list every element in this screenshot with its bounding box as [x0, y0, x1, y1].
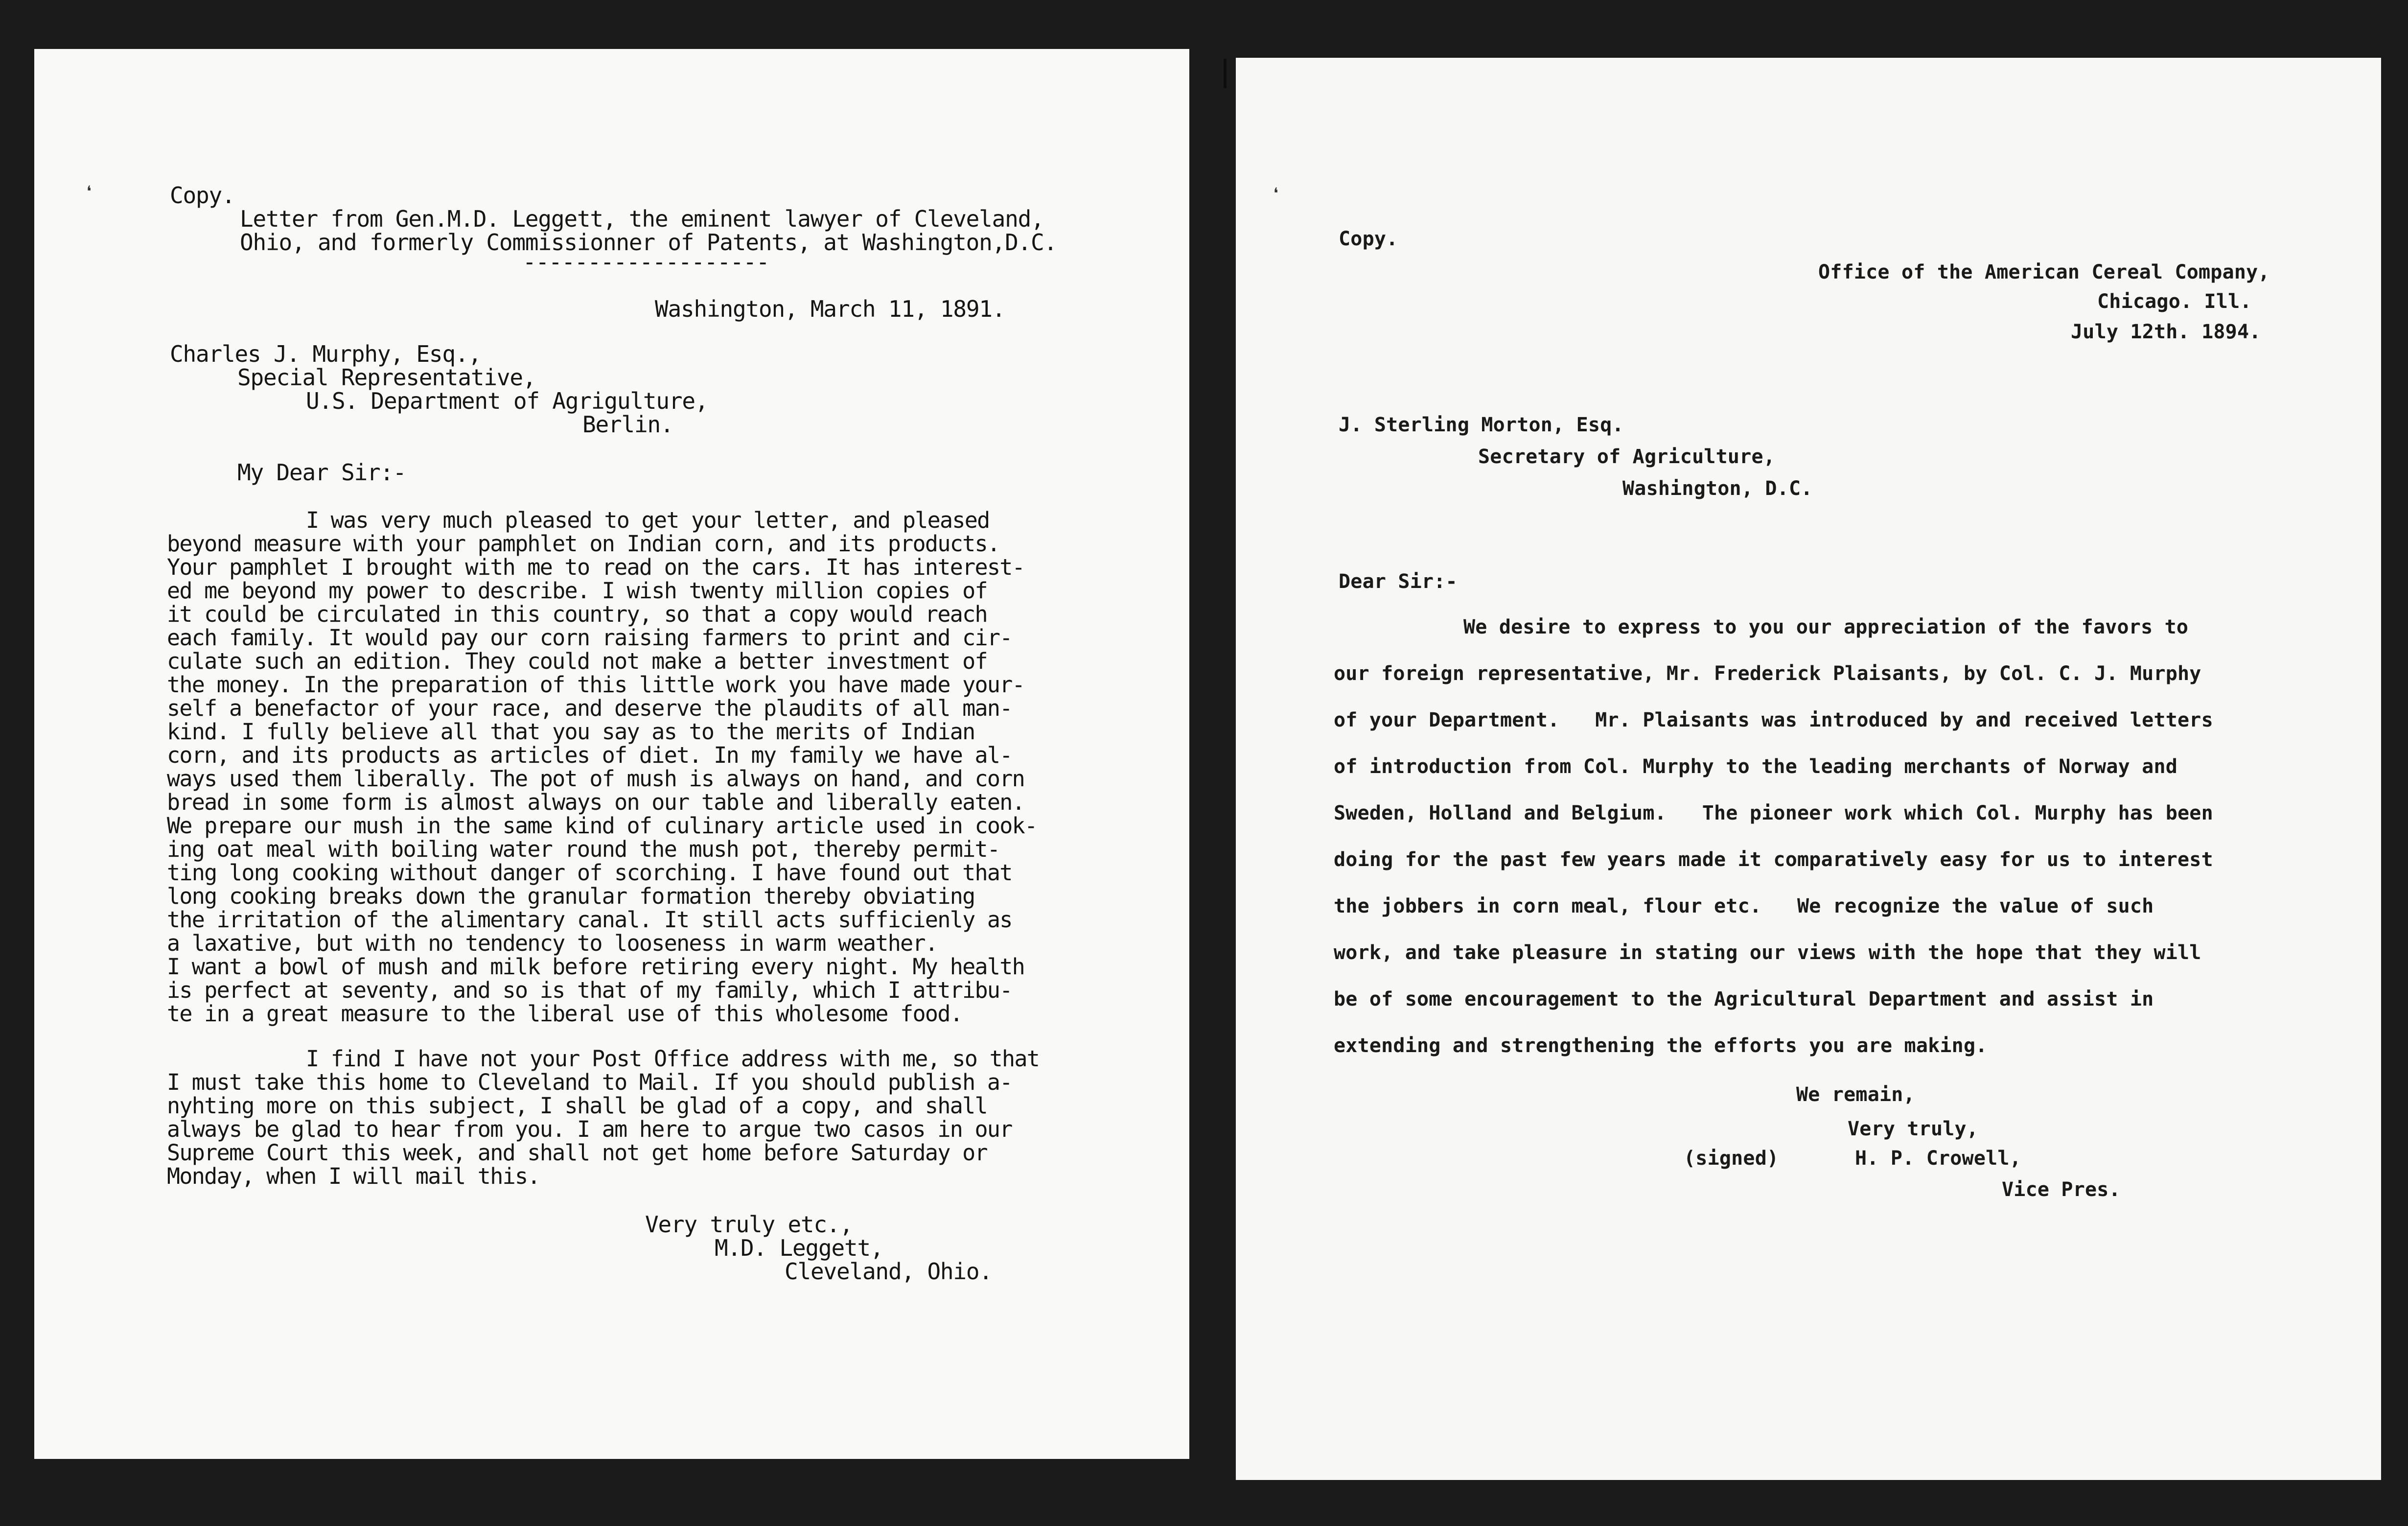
closing-line: We remain,	[1796, 1083, 1915, 1106]
paragraph-line: nyhting more on this subject, I shall be glad of a copy, and shall	[167, 1093, 987, 1119]
letter-heading-line: Ohio, and formerly Commissionner of Patents, at Washington,D.C.	[240, 229, 1057, 256]
paragraph-line: bread in some form is almost always on our table and liberally eaten.	[167, 789, 1025, 815]
paragraph-line: ed me beyond my power to describe. I wish twenty million copies of	[167, 578, 987, 604]
body-line: work, and take pleasure in stating our views with the hope that they will	[1334, 941, 2201, 964]
signature-title: Vice Pres.	[2002, 1178, 2121, 1201]
recipient-city: Washington, D.C.	[1622, 477, 1813, 500]
salutation: Dear Sir:-	[1339, 570, 1458, 593]
body-line: Sweden, Holland and Belgium. The pioneer work which Col. Murphy has been	[1334, 802, 2213, 824]
signature-name: H. P. Crowell,	[1855, 1147, 2021, 1170]
paragraph-line: the money. In the preparation of this little work you have made your-	[167, 672, 1025, 698]
recipient-title: Secretary of Agriculture,	[1478, 446, 1776, 468]
paragraph-line: I must take this home to Cleveland to Mail. If you should publish a-	[167, 1069, 1012, 1095]
closing-line: Very truly etc.,	[645, 1211, 853, 1238]
recipient-department: U.S. Department of Agrigulture,	[306, 388, 708, 414]
page-edge-mark	[1224, 59, 1227, 88]
paragraph-line: a laxative, but with no tendency to looseness in warm weather.	[167, 930, 938, 956]
right-letter-page	[1236, 58, 2381, 1480]
paragraph-line: I want a bowl of mush and milk before retiring every night. My health	[167, 954, 1025, 980]
paragraph-line: corn, and its products as articles of diet. In my family we have al-	[167, 742, 1012, 768]
salutation: My Dear Sir:-	[237, 459, 406, 486]
body-line: doing for the past few years made it comparatively easy for us to interest	[1334, 848, 2213, 871]
paragraph-line: self a benefactor of your race, and deserve the plaudits of all man-	[167, 695, 1012, 721]
left-letter-page	[34, 49, 1189, 1459]
paragraph-line: Monday, when I will mail this.	[167, 1163, 540, 1189]
letterhead-city: Chicago. Ill.	[2097, 290, 2252, 313]
paragraph-line: the irritation of the alimentary canal. It still acts sufficienly as	[167, 907, 1012, 933]
paragraph-line: beyond measure with your pamphlet on Indian corn, and its products.	[167, 531, 1000, 557]
body-line: extending and strengthening the efforts you are making.	[1334, 1034, 1988, 1057]
margin-mark: ❛	[1270, 184, 1282, 207]
copy-label: Copy.	[1339, 228, 1398, 250]
heading-rule: -------------------	[523, 249, 769, 275]
body-line: be of some encouragement to the Agricultural Department and assist in	[1334, 988, 2154, 1010]
paragraph-line: te in a great measure to the liberal use of this wholesome food.	[167, 1001, 963, 1027]
body-line: of your Department. Mr. Plaisants was introduced by and received letters	[1334, 709, 2213, 731]
paragraph-line: I was very much pleased to get your letter, and pleased	[306, 507, 990, 533]
paragraph-line: Supreme Court this week, and shall not get home before Saturday or	[167, 1140, 987, 1166]
letterhead-office: Office of the American Cereal Company,	[1818, 261, 2270, 283]
paragraph-line: long cooking breaks down the granular formation thereby obviating	[167, 883, 975, 909]
paragraph-line: culate such an edition. They could not make a better investment of	[167, 648, 987, 674]
paragraph-line: kind. I fully believe all that you say as to the merits of Indian	[167, 719, 975, 745]
paragraph-line: We prepare our mush in the same kind of culinary article used in cook-	[167, 813, 1037, 839]
closing-line: Very truly,	[1848, 1118, 1979, 1140]
recipient-name: Charles J. Murphy, Esq.,	[170, 341, 481, 367]
paragraph-line: is perfect at seventy, and so is that of my family, which I attribu-	[167, 977, 1012, 1003]
recipient-name: J. Sterling Morton, Esq.	[1339, 414, 1624, 436]
paragraph-line: ing oat meal with boiling water round the mush pot, thereby permit-	[167, 836, 1000, 862]
body-line: of introduction from Col. Murphy to the leading merchants of Norway and	[1334, 755, 2178, 778]
signature-name: M.D. Leggett,	[715, 1235, 883, 1261]
signature-location: Cleveland, Ohio.	[785, 1258, 992, 1285]
body-line: We desire to express to you our appreciation of the favors to	[1463, 616, 2189, 638]
recipient-city: Berlin.	[582, 411, 673, 438]
paragraph-line: ting long cooking without danger of scorching. I have found out that	[167, 860, 1012, 886]
body-line: our foreign representative, Mr. Frederick Plaisants, by Col. C. J. Murphy	[1334, 662, 2201, 685]
paragraph-line: each family. It would pay our corn raising farmers to print and cir-	[167, 625, 1012, 651]
paragraph-line: it could be circulated in this country, so that a copy would reach	[167, 601, 987, 627]
letter-heading-line: Letter from Gen.M.D. Leggett, the eminent lawyer of Cleveland,	[240, 206, 1044, 232]
margin-mark: ❛	[83, 182, 95, 205]
paragraph-line: I find I have not your Post Office address with me, so that	[306, 1046, 1040, 1072]
paragraph-line: always be glad to hear from you. I am here to argue two casos in our	[167, 1116, 1012, 1142]
body-line: the jobbers in corn meal, flour etc. We recognize the value of such	[1334, 895, 2154, 917]
paragraph-line: ways used them liberally. The pot of mush is always on hand, and corn	[167, 766, 1025, 792]
paragraph-line: Your pamphlet I brought with me to read on the cars. It has interest-	[167, 554, 1025, 580]
dateline: Washington, March 11, 1891.	[655, 296, 1005, 322]
letter-date: July 12th. 1894.	[2071, 321, 2261, 343]
recipient-title: Special Representative,	[237, 364, 536, 391]
copy-label: Copy.	[170, 182, 235, 209]
signed-label: (signed)	[1684, 1147, 1779, 1170]
